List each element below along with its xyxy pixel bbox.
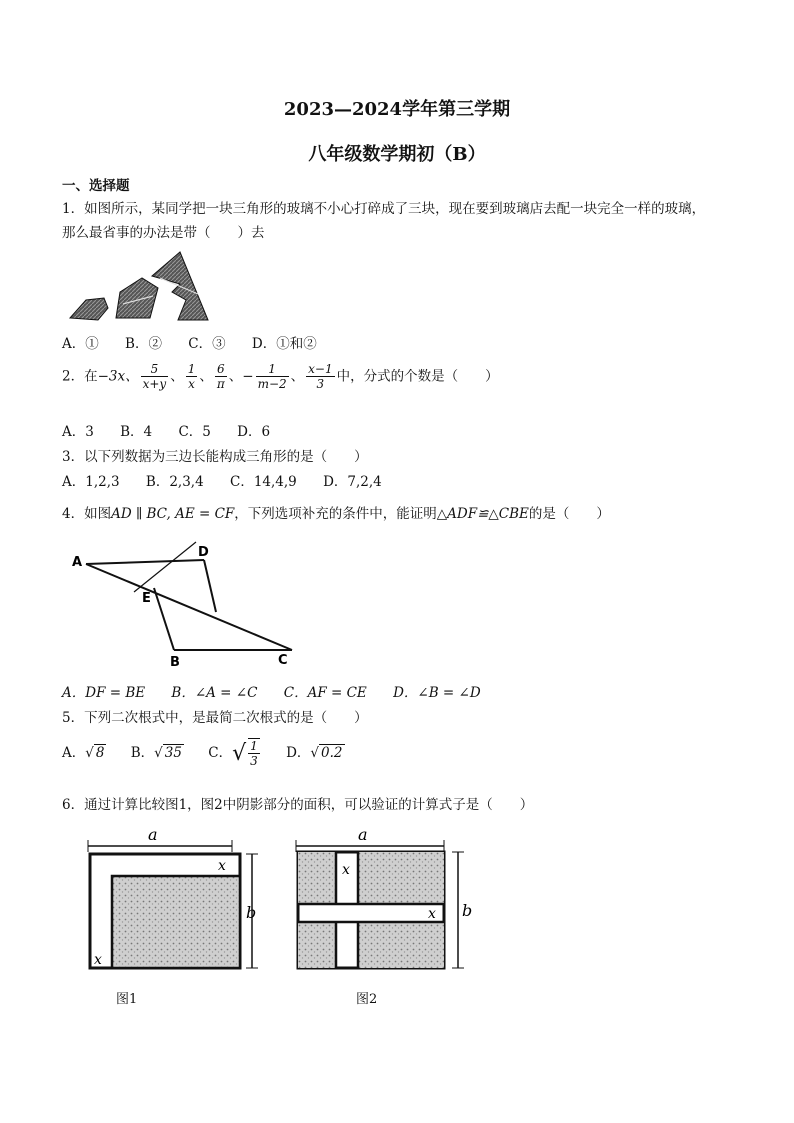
q6-figure-1	[82, 822, 272, 982]
q4-text: 4．如图AD ∥ BC, AE = CF，下列选项补充的条件中，能证明△ADF≌△CBE的是（ ）	[62, 506, 610, 522]
q4-options	[62, 681, 503, 701]
fig2-caption: 图2	[356, 992, 378, 1007]
q3-options	[62, 470, 404, 490]
fig1-caption: 图1	[116, 992, 138, 1007]
glass-piece-1	[70, 298, 108, 320]
fig1-label-x-top: x	[218, 858, 226, 874]
q4-option-c[interactable]: C．AF = CE	[283, 685, 367, 701]
exam-subtitle: 八年级数学期初（B）	[308, 144, 486, 165]
q5-option-c[interactable]: C．√ $\frac{1}{3}$	[208, 739, 258, 769]
q2-option-a[interactable]: A．3	[62, 424, 94, 440]
exam-title: 2023—2024学年第三学期	[283, 99, 511, 120]
q3-text: 3．以下列数据为三边长能构成三角形的是（ ）	[62, 449, 368, 465]
q4-option-b[interactable]: B．∠A = ∠C	[171, 685, 258, 701]
q1-option-b[interactable]: B．②	[125, 336, 162, 352]
q1-options	[62, 332, 339, 352]
fig2-shaded-br	[358, 922, 444, 968]
q2-option-d[interactable]: D．6	[237, 424, 271, 440]
fig1-shaded-region	[112, 876, 240, 968]
q5-text: 5．下列二次根式中，是最简二次根式的是（ ）	[62, 710, 368, 726]
q3-option-c[interactable]: C．14,4,9	[229, 474, 297, 490]
q5-option-d[interactable]: D．√ 0.2	[286, 744, 343, 761]
q5-option-b[interactable]: B．√ 35	[130, 744, 182, 761]
fig2-label-x-vertical: x	[342, 862, 350, 878]
q4-option-d[interactable]: D．∠B = ∠D	[393, 685, 481, 701]
q5-option-a[interactable]: A．√ 8	[62, 744, 105, 761]
q2-option-b[interactable]: B．4	[120, 424, 153, 440]
q3-option-d[interactable]: D．7,2,4	[323, 474, 382, 490]
q6-text: 6．通过计算比较图1，图2中阴影部分的面积，可以验证的计算式子是（ ）	[62, 797, 534, 813]
q6-figure-2	[292, 822, 482, 982]
q1-broken-glass-figure	[68, 248, 216, 326]
fig2-shaded-tr	[358, 852, 444, 904]
q2-option-c[interactable]: C．5	[178, 424, 211, 440]
fig1-label-b: b	[246, 903, 257, 922]
glass-piece-2	[116, 278, 158, 318]
fig1-label-x-left: x	[94, 952, 102, 968]
fig2-shaded-tl	[298, 852, 336, 904]
q2-text: 2．在−3x、 $\frac{5}{x+y}$ 、 $\frac{1}{x}$ 、 $\frac{6}{\pi}$ 、− $\frac{1}{m-2}$ 、 $\frac{x-1}{3}$ 中，分式的个数是（ ）	[62, 362, 499, 392]
fig2-label-b: b	[462, 901, 473, 920]
section-heading: 一、选择题	[62, 178, 130, 194]
q4-geometry-figure	[70, 538, 300, 670]
point-a-label: A	[72, 555, 83, 570]
fig2-shaded-bl	[298, 922, 336, 968]
q3-option-b[interactable]: B．2,3,4	[145, 474, 204, 490]
q1-option-a[interactable]: A．①	[62, 336, 99, 352]
q3-option-a[interactable]: A．1,2,3	[62, 474, 120, 490]
point-c-label: C	[278, 653, 288, 668]
q5-options	[62, 738, 345, 769]
fig1-label-a: a	[148, 825, 158, 844]
q1-text-line1: 1．如图所示，某同学把一块三角形的玻璃不小心打碎成了三块，现在要到玻璃店去配一块完全一样的玻璃，	[62, 201, 706, 217]
q4-option-a[interactable]: A．DF = BE	[62, 685, 146, 701]
q1-text-line2: 那么最省事的办法是带（ ）去	[62, 225, 265, 241]
q1-option-c[interactable]: C．③	[188, 336, 226, 352]
fig2-label-a: a	[358, 825, 368, 844]
point-e-label: E	[142, 591, 151, 606]
fig2-label-x-horizontal: x	[428, 906, 436, 922]
point-d-label: D	[198, 545, 209, 560]
q2-options	[62, 420, 292, 440]
q1-option-d[interactable]: D．①和②	[251, 336, 317, 352]
point-b-label: B	[170, 655, 180, 670]
